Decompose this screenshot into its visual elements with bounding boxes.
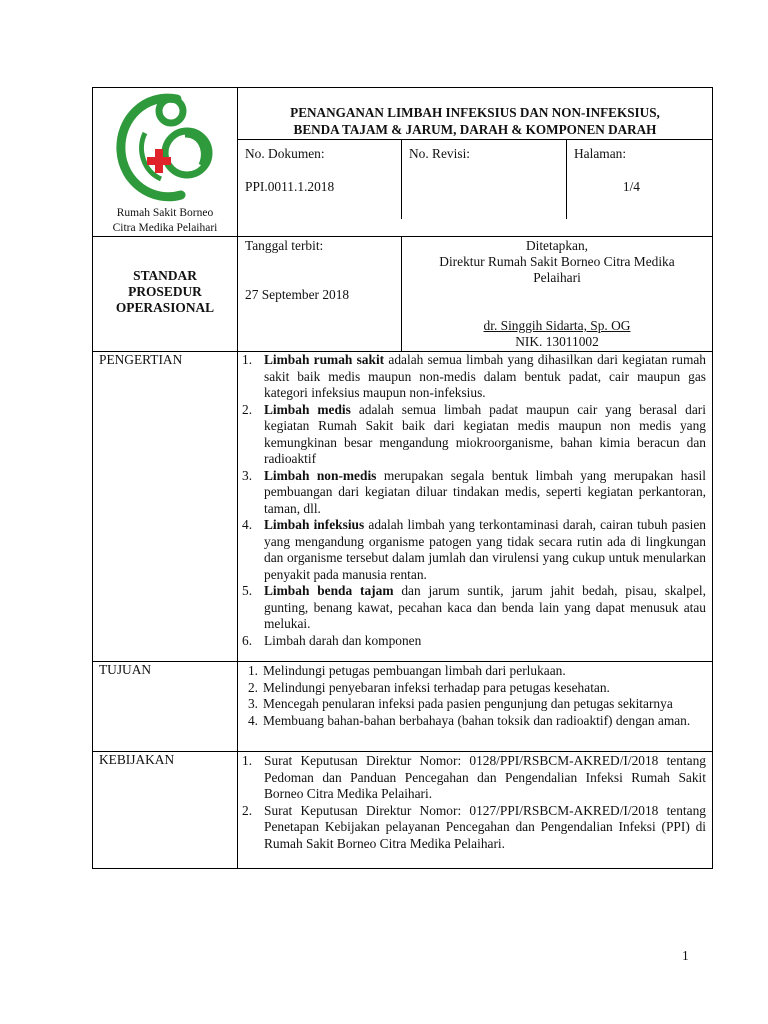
list-item-text: Mencegah penularan infeksi pada pasien pengunjung dan petugas sekitarnya (263, 696, 673, 711)
title-line1: PENANGANAN LIMBAH INFEKSIUS DAN NON-INFEKSIUS, (290, 105, 660, 120)
list-item (242, 402, 706, 468)
section-label: TUJUAN (93, 662, 238, 752)
section-label: PENGERTIAN (93, 352, 238, 662)
sop-line3: OPERASIONAL (115, 300, 215, 315)
tujuan-list (242, 662, 706, 751)
list-item (242, 352, 706, 402)
list-item-number: 5. (242, 583, 253, 598)
approved-by-line2: Pelaihari (533, 270, 581, 285)
list-item-term: Limbah non-medis (264, 467, 377, 483)
list-item-text: Melindungi penyebaran infeksi terhadap para petugas kesehatan. (263, 679, 610, 695)
list-item (242, 517, 706, 583)
title-line2: BENDA TAJAM & JARUM, DARAH & KOMPONEN DARAH (293, 122, 657, 137)
list-item-term: Limbah infeksius (264, 517, 365, 532)
list-item-number: 2. (247, 679, 258, 695)
issue-approval-cell (238, 237, 713, 352)
title-cell (238, 88, 713, 237)
sop-line2: PROSEDUR (128, 284, 202, 299)
sop-table (92, 87, 713, 869)
section-pengertian (93, 352, 713, 662)
document-info-row (238, 139, 712, 219)
list-item (242, 680, 706, 697)
list-item-text: Limbah non-medis merupakan segala bentuk limbah yang merupakan hasil pembuangan dari kegiatan diluar tindakan medis, seperti kegiatan perkantoran, taman, dll. (264, 467, 706, 516)
kebijakan-list (242, 752, 706, 868)
approved-by-line1: Direktur Rumah Sakit Borneo Citra Medika (439, 254, 675, 269)
list-item (242, 753, 706, 803)
list-item (242, 468, 706, 518)
hospital-name-line1: Rumah Sakit Borneo (116, 207, 214, 219)
approved-label: Ditetapkan, (525, 238, 589, 253)
hospital-name-line2: Citra Medika Pelaihari (112, 222, 218, 234)
list-item-number: 2. (242, 802, 253, 818)
section-tujuan (93, 662, 713, 752)
section-kebijakan (93, 752, 713, 869)
list-item-number: 2. (242, 401, 253, 417)
pengertian-list (242, 352, 706, 661)
list-item-number: 1. (242, 352, 253, 367)
sop-label-cell (93, 237, 238, 352)
hospital-logo-icon (115, 91, 215, 203)
list-item-text: Limbah benda tajam dan jarum suntik, jarum jahit bedah, pisau, skalpel, gunting, benang kawat, pecahan kaca dan benda lain yang dapat menusuk atau melukai. (264, 583, 706, 631)
doc-no-value: PPI.0011.1.2018 (245, 179, 335, 194)
list-item-text: Surat Keputusan Direktur Nomor: 0127/PPI/RSBCM-AKRED/I/2018 tentang Penetapan Kebijakan pelayanan Pencegahan dan Pengendalian Infeksi (PPI) di Rumah Sakit Borneo Citra Medika Pelaihari. (264, 802, 706, 851)
page-number: 1 (682, 948, 689, 963)
list-item (242, 583, 706, 633)
list-item-text: Membuang bahan-bahan berbahaya (bahan toksik dan radioaktif) dengan aman. (263, 712, 691, 728)
list-item (242, 696, 706, 713)
list-item-number: 1. (242, 753, 253, 768)
list-item-term: Limbah rumah sakit (264, 352, 385, 367)
list-item-term: Limbah medis (264, 401, 351, 417)
list-item-number: 1. (247, 663, 258, 678)
issue-date-value: 27 September 2018 (245, 287, 350, 302)
signer-name: dr. Singgih Sidarta, Sp. OG (483, 318, 631, 333)
list-item-text: Limbah darah dan komponen (264, 632, 422, 648)
list-item-number: 4. (242, 517, 253, 532)
issue-date-label: Tanggal terbit: (245, 238, 324, 253)
signer-nik: NIK. 13011002 (515, 334, 599, 349)
list-item-term: Limbah benda tajam (264, 583, 394, 598)
document-title (238, 88, 712, 139)
list-item-number: 3. (242, 467, 253, 483)
page-value: 1/4 (622, 179, 640, 194)
section-label: KEBIJAKAN (93, 752, 238, 869)
list-item (242, 803, 706, 853)
list-item-text: Limbah medis adalah semua limbah padat maupun cair yang berasal dari kegiatan Rumah Sakit baik dari kegiatan medis maupun non medis yang kemungkinan besar mengandung miokroorganisme, bahan kimia beracun dan radioaktif (264, 401, 706, 466)
list-item (242, 633, 706, 650)
list-item-number: 6. (242, 632, 253, 648)
page-label: Halaman: (574, 146, 627, 161)
list-item-number: 3. (247, 696, 258, 711)
list-item-text: Limbah infeksius adalah limbah yang terkontaminasi darah, cairan tubuh pasien yang mengandung organisme patogen yang tidak secara rutin ada di lingkungan dan organisme tersebut dalam jumlah dan virulensi yang cukup untuk menularkan penyakit pada manusia rentan. (264, 517, 706, 582)
doc-no-label: No. Dokumen: (245, 146, 325, 161)
list-item-text: Surat Keputusan Direktur Nomor: 0128/PPI/RSBCM-AKRED/I/2018 tentang Pedoman dan Panduan Pencegahan dan Pengendalian Infeksi Rumah Sakit Borneo Citra Medika Pelaihari. (264, 753, 706, 801)
sop-line1: STANDAR (133, 268, 197, 283)
list-item (242, 713, 706, 730)
list-item-text: Melindungi petugas pembuangan limbah dari perlukaan. (263, 663, 566, 678)
sop-document (92, 87, 713, 869)
list-item (242, 663, 706, 680)
list-item-text: Limbah rumah sakit adalah semua limbah yang dihasilkan dari kegiatan rumah sakit baik medis maupun non-medis dalam bentuk padat, cair maupun gas kategori infeksius maupun non-infeksius. (264, 352, 707, 400)
logo-cell (93, 88, 238, 237)
revision-label: No. Revisi: (409, 146, 471, 161)
list-item-number: 4. (247, 712, 258, 728)
